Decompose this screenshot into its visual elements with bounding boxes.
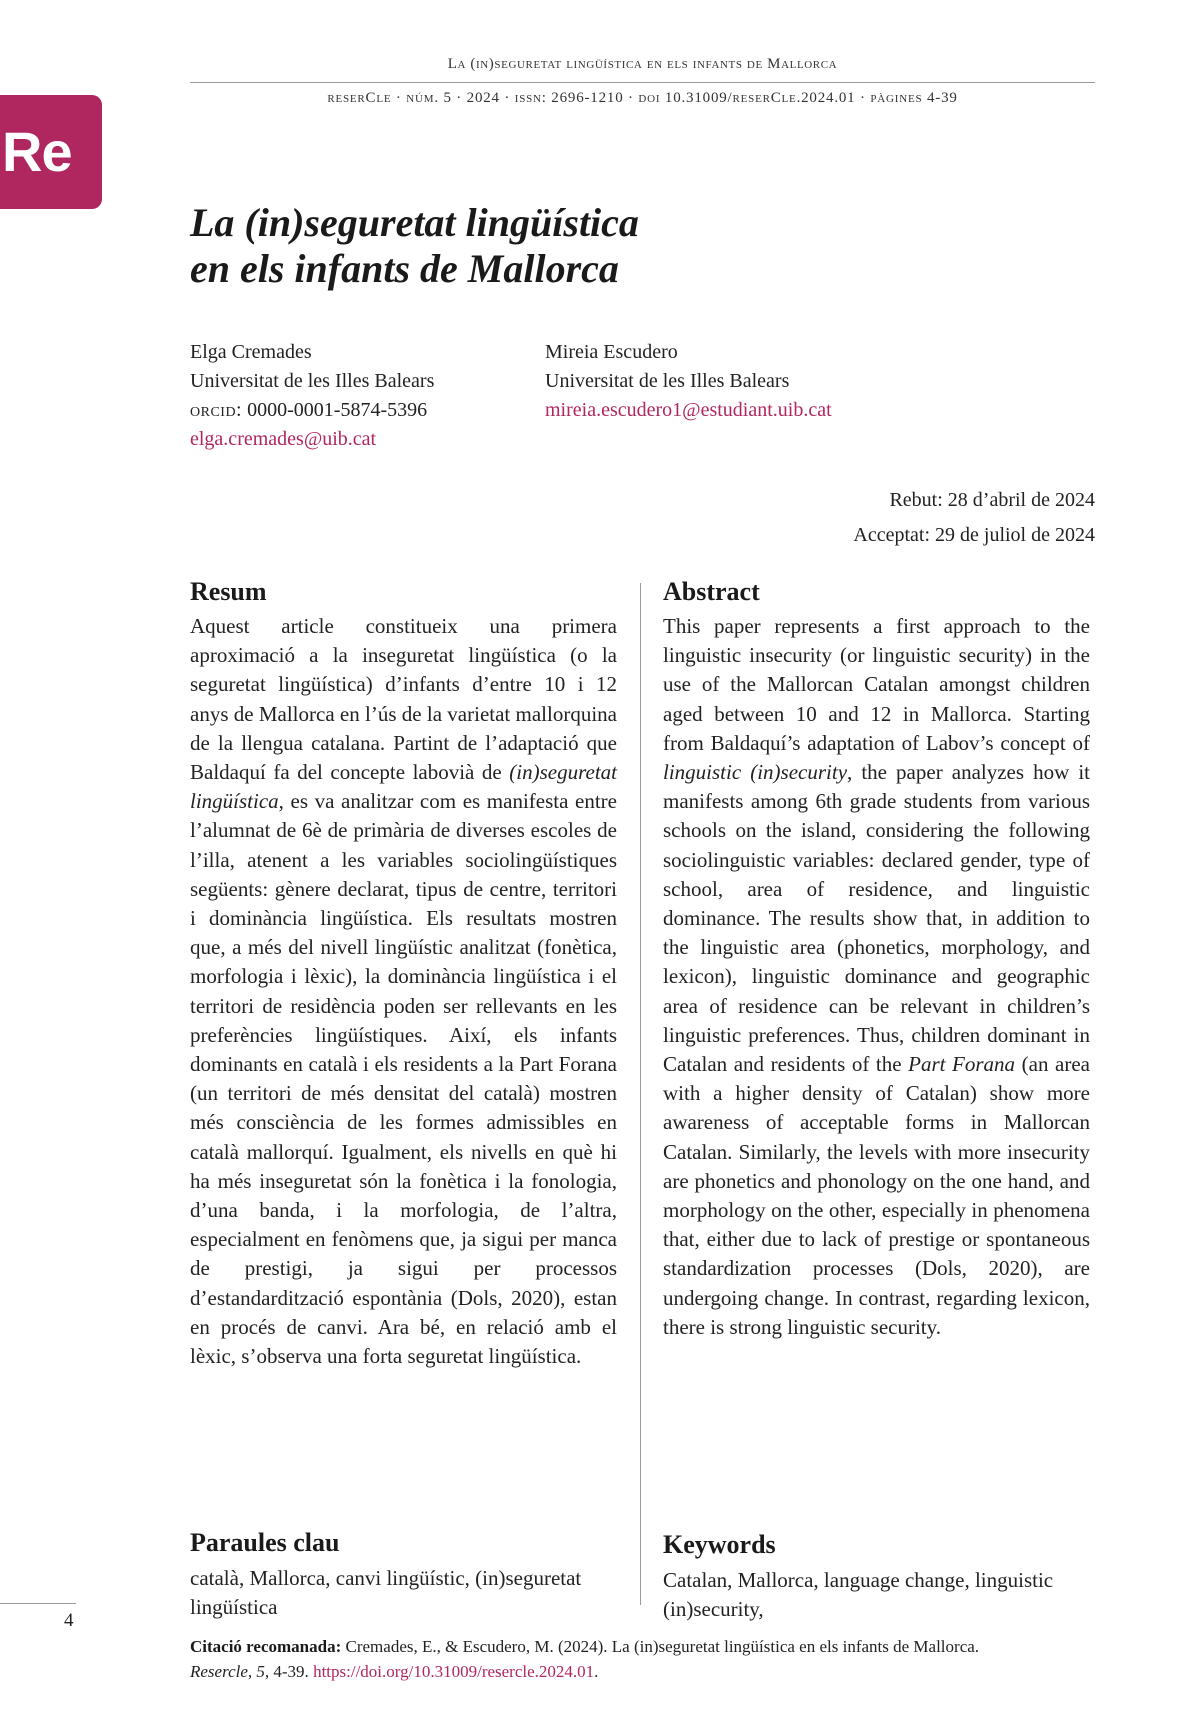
abstract-term: linguistic (in)security — [663, 760, 848, 785]
resum-text-part: Aquest article constitueix una primera aproximació a la inseguretat lingüística (o la seguretat lingüística) d’infants d’entre 10 i 12 anys de Mallorca en l’ús de la varietat mallorquina de la llengua catalana. Partint de l’adaptació que Baldaquí fa del concepte labovià de — [190, 614, 617, 785]
page-number: 4 — [64, 1610, 74, 1631]
citation-end: . — [594, 1662, 599, 1681]
abstract-heading: Abstract — [663, 577, 760, 606]
abstract-term: Part Forana — [908, 1052, 1016, 1077]
author-email-link[interactable]: mireia.escudero1@estudiant.uib.cat — [545, 399, 832, 421]
author-block-1 — [190, 338, 434, 454]
citation-label: Citació recomanada: — [190, 1637, 342, 1656]
resum-term: (in)seguretat lingüística — [190, 760, 617, 814]
author-name: Elga Cremades — [190, 341, 312, 363]
resum-text-part: , es va analitzar com es manifesta entre l’alumnat de 6è de primària de diverses escoles de l’illa, atenent a les variables sociolingüístiques següents: gènere declarat, tipus de centre, territori i dominància lingüística. Els resultats mostren que, a més del nivell lingüístic analitzat (fonètica, morfologia i lèxic), la dominància lingüística i el territori de residència poden ser rellevants en les preferències lingüístiques. Així, els infants dominants en català i els residents a la Part Forana (un territori de més densitat del català) mostren més consciència de les formes admissibles en català mallorquí. Igualment, els nivells en què hi ha més inseguretat són la fonètica i la fonologia, d’una banda, i la morfologia, de l’altra, especialment en fenòmens que, ja sigui per manca de prestigi, ja sigui per processos d’estandardització espontània (Dols, 2020), estan en procés de canvi. Ara bé, en relació amb el lèxic, s’observa una forta seguretat lingüística. — [190, 789, 617, 1369]
abstract-text-part: (an area with a higher density of Catalan) show more awareness of acceptable forms in Mallorcan Catalan. Similarly, the levels with more insecurity are phonetics and phonology on the one hand, and morphology on the other, especially in phenomena that, either due to lack of prestige or spontaneous standardization processes (Dols, 2020), are undergoing change. In contrast, regarding lexicon, there is strong linguistic security. — [663, 1052, 1090, 1339]
citation-doi-link[interactable]: https://doi.org/10.31009/resercle.2024.01 — [313, 1662, 595, 1681]
abstract-text — [663, 612, 1090, 1342]
submission-dates — [853, 483, 1095, 553]
author-affiliation: Universitat de les Illes Balears — [190, 370, 435, 392]
citation-pages: 4-39. — [269, 1662, 314, 1681]
journal-info: reserCle · núm. 5 · 2024 · issn: 2696-1210 · doi 10.31009/reserCle.2024.01 · pàgines 4-39 — [327, 90, 958, 106]
abstract-column — [663, 575, 1090, 1342]
header-rule — [190, 82, 1095, 83]
keywords-ca-heading: Paraules clau — [190, 1528, 340, 1557]
footer-rule — [0, 1603, 76, 1604]
running-head: La (in)seguretat lingüística en els infants de Mallorca — [447, 56, 838, 72]
keywords-en-heading: Keywords — [663, 1530, 776, 1559]
citation-journal: Resercle, 5, — [190, 1662, 270, 1681]
author-affiliation: Universitat de les Illes Balears — [545, 370, 790, 392]
title-line-2: en els infants de Mallorca — [190, 246, 619, 291]
recommended-citation — [190, 1634, 1095, 1684]
orcid-label: orcid: — [190, 399, 243, 421]
author-orcid — [190, 396, 434, 425]
abstract-text-part: This paper represents a first approach to the linguistic insecurity (or linguistic security) in the use of the Mallorcan Catalan amongst children aged between 10 and 12 in Mallorca. Starting from Baldaquí’s adaptation of Labov’s concept of — [663, 614, 1090, 755]
article-title — [190, 200, 890, 292]
resum-column — [190, 575, 617, 1371]
author-block-2 — [545, 338, 832, 425]
logo-text: Re — [2, 120, 72, 183]
keywords-ca-text: català, Mallorca, canvi lingüístic, (in)seguretat lingüística — [190, 1566, 582, 1620]
author-name: Mireia Escudero — [545, 341, 678, 363]
resum-text — [190, 612, 617, 1371]
citation-text: Cremades, E., & Escudero, M. (2024). La (in)seguretat lingüística en els infants de Mallorca. — [341, 1637, 980, 1656]
title-line-1: La (in)seguretat lingüística — [190, 200, 639, 245]
journal-logo — [0, 95, 102, 209]
resum-heading: Resum — [190, 577, 267, 606]
keywords-en-text: Catalan, Mallorca, language change, linguistic (in)security, — [663, 1568, 1054, 1622]
orcid-value: 0000-0001-5874-5396 — [247, 399, 428, 421]
column-divider — [640, 583, 641, 1605]
accepted-date: Acceptat: 29 de juliol de 2024 — [853, 524, 1095, 546]
received-date: Rebut: 28 d’abril de 2024 — [889, 489, 1095, 511]
author-email-link[interactable]: elga.cremades@uib.cat — [190, 428, 377, 450]
abstract-text-part: , the paper analyzes how it manifests among 6th grade students from various schools on the island, considering the following sociolinguistic variables: declared gender, type of school, area of residence, and linguistic dominance. The results show that, in addition to the linguistic area (phonetics, morphology, and lexicon), linguistic dominance and geographic area of residence can be relevant in children’s linguistic preferences. Thus, children dominant in Catalan and residents of the — [663, 760, 1090, 1077]
